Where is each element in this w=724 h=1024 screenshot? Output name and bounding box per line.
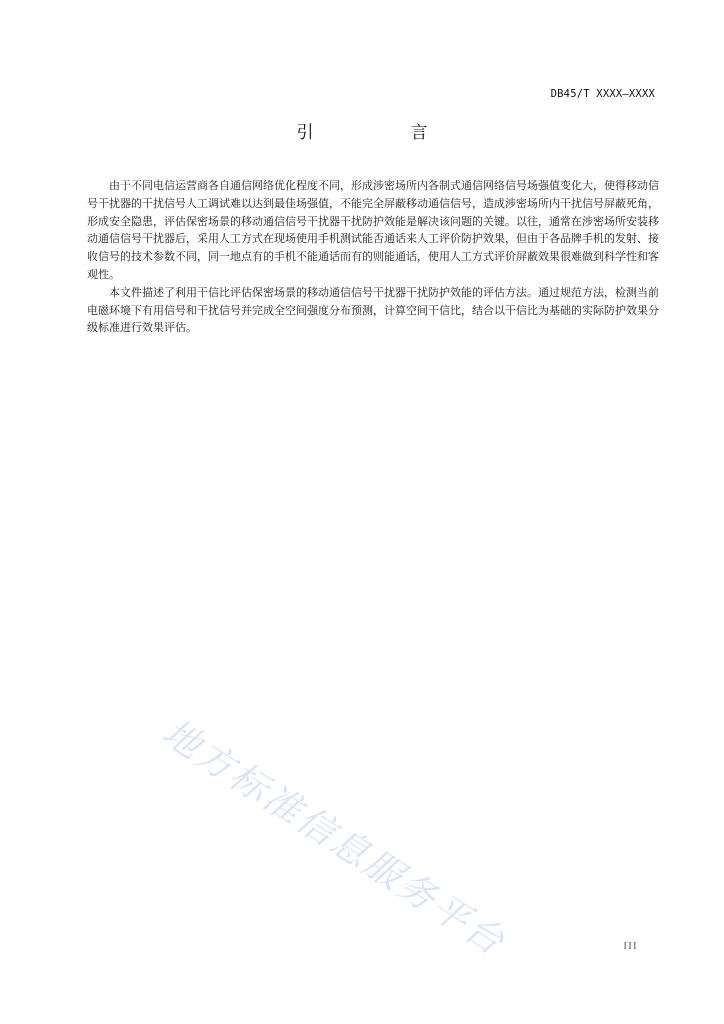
section-title: 引 言 [296,123,468,143]
paragraph-1: 由于不同电信运营商各自通信网络优化程度不同，形成涉密场所内各制式通信网络信号场强值变化大，使得移动信号干扰器的干扰信号人工调试难以达到最佳场强值，不能完全屏蔽移动通信信号，造成涉密场所内干扰信号屏蔽死角，形成安全隐患，评估保密场景的移动通信信号干扰器干扰防护效能是解决该问题的关键。以往，通常在涉密场所安装移动通信信号干扰器后，采用人工方式在现场使用手机测试能否通话来人工评价防护效果，但由于各品牌手机的发射、接收信号的技术参数不同，同一地点有的手机不能通话而有的则能通话，使用人工方式评价屏蔽效果很难做到科学性和客观性。 [87,179,659,281]
standard-code: DB45/T XXXX—XXXX [550,88,655,100]
body-text [87,177,659,337]
watermark-text: 地方标准信息服务平台 [154,710,514,965]
page-number: III [623,941,638,952]
paragraph-2: 本文件描述了利用干信比评估保密场景的移动通信信号干扰器干扰防护效能的评估方法。通过规范方法，检测当前电磁环境下有用信号和干扰信号并完成全空间强度分布预测，计算空间干信比，结合以干信比为基础的实际防护效果分级标准进行效果评估。 [87,285,659,335]
